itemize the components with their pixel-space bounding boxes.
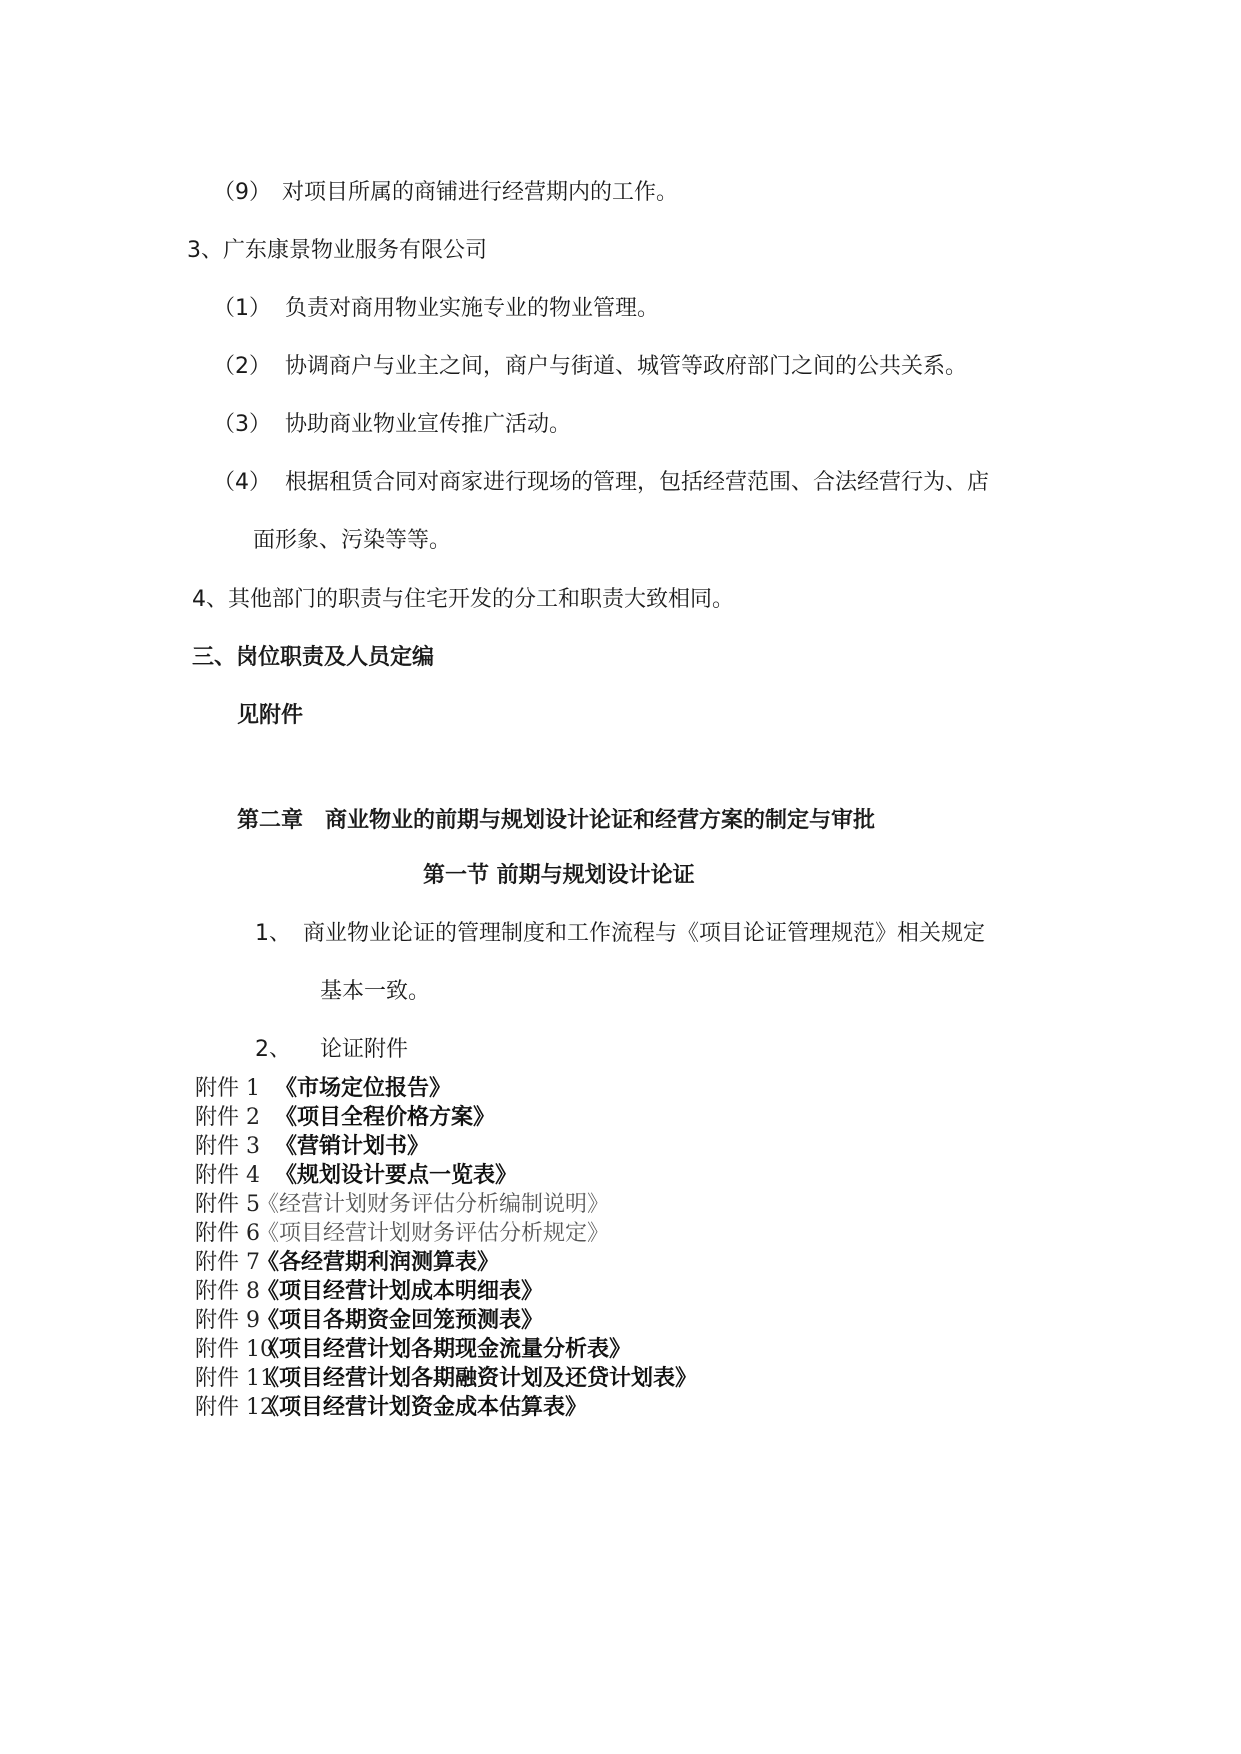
attachment-number: 附件 6 [195, 1221, 260, 1246]
list-text-continuation: 面形象、污染等等。 [253, 528, 452, 553]
attachment-number: 附件 5 [195, 1192, 260, 1217]
list-number: 1、 [255, 921, 291, 946]
list-text: 论证附件 [320, 1037, 409, 1062]
section-paragraph: 4、其他部门的职责与住宅开发的分工和职责大致相同。 [192, 587, 734, 612]
list-number: （2） [213, 354, 271, 379]
attachment-row [195, 1074, 452, 1104]
list-text: 对项目所属的商铺进行经营期内的工作。 [282, 180, 679, 205]
attachment-number: 附件 2 [195, 1105, 260, 1130]
attachment-row [195, 1219, 610, 1249]
attachment-number: 附件 1 [195, 1076, 260, 1101]
list-text: 协调商户与业主之间，商户与街道、城管等政府部门之间的公共关系。 [285, 354, 968, 379]
attachment-row [195, 1306, 544, 1336]
attachment-number: 附件 10 [195, 1337, 274, 1362]
attachment-title: 《项目经营计划各期现金流量分析表》 [257, 1337, 632, 1362]
list-text: 商业物业论证的管理制度和工作流程与《项目论证管理规范》相关规定 [303, 921, 986, 946]
list-text: 根据租赁合同对商家进行现场的管理，包括经营范围、合法经营行为、店 [285, 470, 990, 495]
list-number: （1） [213, 296, 271, 321]
attachment-title: 《项目经营计划资金成本估算表》 [257, 1395, 588, 1420]
attachment-title: 《项目全程价格方案》 [275, 1105, 496, 1130]
attachment-number: 附件 7 [195, 1250, 260, 1275]
list-number: （4） [213, 470, 271, 495]
see-attachment-text: 见附件 [237, 703, 304, 728]
attachment-number: 附件 11 [195, 1366, 274, 1391]
attachment-row [195, 1248, 500, 1278]
attachment-title: 《项目各期资金回笼预测表》 [257, 1308, 544, 1333]
attachment-number: 附件 3 [195, 1134, 260, 1159]
attachment-row [195, 1364, 698, 1394]
attachment-row [195, 1335, 632, 1365]
attachment-row [195, 1393, 588, 1423]
attachment-title: 《项目经营计划财务评估分析规定》 [257, 1221, 610, 1246]
attachment-title: 《市场定位报告》 [275, 1076, 452, 1101]
attachment-row [195, 1190, 610, 1220]
list-text: 协助商业物业宣传推广活动。 [285, 412, 572, 437]
part-heading: 三、岗位职责及人员定编 [192, 645, 435, 670]
attachment-number: 附件 4 [195, 1163, 260, 1188]
attachment-title: 《规划设计要点一览表》 [275, 1163, 518, 1188]
list-number: 2、 [255, 1037, 291, 1062]
list-number: （3） [213, 412, 271, 437]
section-title: 第一节 前期与规划设计论证 [423, 863, 695, 888]
chapter-title: 第二章 商业物业的前期与规划设计论证和经营方案的制定与审批 [237, 808, 876, 833]
list-number: （9） [213, 180, 271, 205]
list-text: 负责对商用物业实施专业的物业管理。 [285, 296, 660, 321]
list-text-continuation: 基本一致。 [320, 979, 431, 1004]
attachment-row [195, 1132, 430, 1162]
attachment-row [195, 1103, 496, 1133]
attachment-title: 《项目经营计划各期融资计划及还贷计划表》 [257, 1366, 698, 1391]
attachment-title: 《营销计划书》 [275, 1134, 430, 1159]
attachment-title: 《各经营期利润测算表》 [257, 1250, 500, 1275]
attachment-number: 附件 9 [195, 1308, 260, 1333]
attachment-row [195, 1161, 518, 1191]
attachment-row [195, 1277, 544, 1307]
attachment-title: 《经营计划财务评估分析编制说明》 [257, 1192, 610, 1217]
section-heading: 3、广东康景物业服务有限公司 [187, 238, 487, 263]
attachment-title: 《项目经营计划成本明细表》 [257, 1279, 544, 1304]
attachment-number: 附件 12 [195, 1395, 274, 1420]
attachment-number: 附件 8 [195, 1279, 260, 1304]
